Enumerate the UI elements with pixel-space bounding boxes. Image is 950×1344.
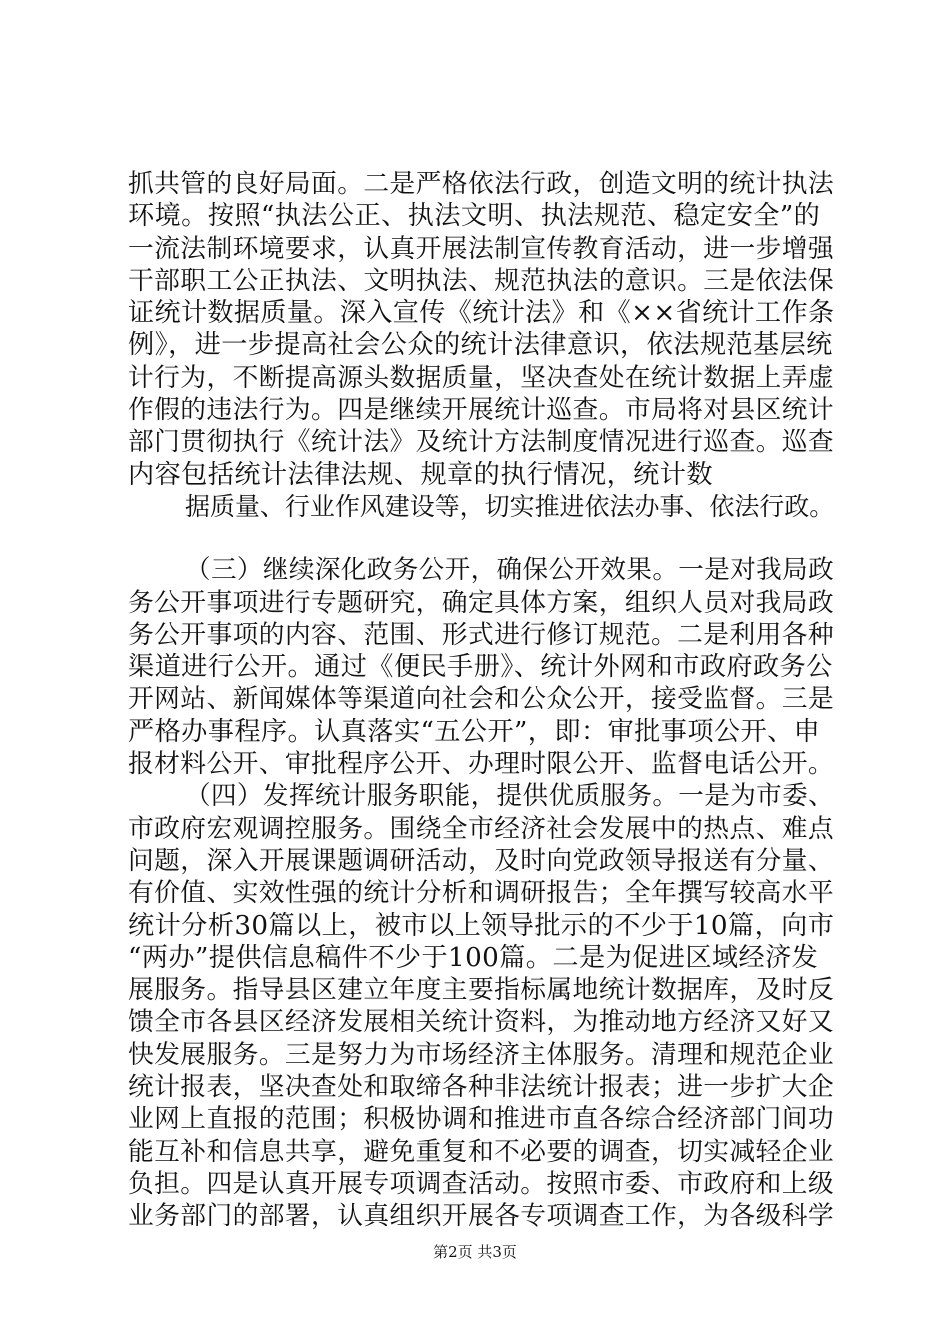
text-line: 问题，深入开展课题调研活动，及时向党政领导报送有分量、: [128, 845, 835, 876]
section-heading-line: （四）发挥统计服务职能，提供优质服务。一是为市委、: [185, 781, 835, 812]
body-text: [128, 168, 834, 1233]
text-line: 抓共管的良好局面。二是严格依法行政，创造文明的统计执法: [128, 169, 835, 199]
text-line: 部门贯彻执行《统计法》及统计方法制度情况进行巡查。巡查: [128, 427, 835, 458]
text-line: 报材料公开、审批程序公开、办理时限公开、监督电话公开。: [128, 749, 835, 780]
text-line: 展服务。指导县区建立年度主要指标属地统计数据库，及时反: [128, 975, 835, 1006]
text-line: 计行为，不断提高源头数据质量，坚决查处在统计数据上弄虚: [128, 362, 835, 393]
text-line: 业网上直报的范围；积极协调和推进市直各综合经济部门间功: [128, 1104, 835, 1135]
section-heading-line: （三）继续深化政务公开，确保公开效果。一是对我局政: [185, 555, 835, 586]
page-number-footer: 第2页 共3页: [433, 1243, 517, 1261]
text-line: 业务部门的部署，认真组织开展各专项调查工作，为各级科学: [128, 1201, 835, 1232]
text-line: 例》，进一步提高社会公众的统计法律意识，依法规范基层统: [128, 330, 833, 361]
text-line: 馈全市各县区经济发展相关统计资料，为推动地方经济又好又: [128, 1007, 835, 1038]
text-line: 据质量、行业作风建设等，切实推进依法办事、依法行政。: [185, 491, 835, 521]
text-line: 一流法制环境要求，认真开展法制宣传教育活动，进一步增强: [128, 233, 835, 264]
text-line: 负担。四是认真开展专项调查活动。按照市委、市政府和上级: [128, 1168, 835, 1199]
text-line: 统计分析30篇以上，被市以上领导批示的不少于10篇，向市: [128, 910, 835, 941]
text-line: 务公开事项的内容、范围、形式进行修订规范。二是利用各种: [128, 619, 835, 650]
text-line: 证统计数据质量。深入宣传《统计法》和《××省统计工作条: [128, 298, 835, 329]
text-line: 严格办事程序。认真落实“五公开”，即：审批事项公开、申: [128, 716, 821, 747]
text-line: 干部职工公正执法、文明执法、规范执法的意识。三是依法保: [128, 265, 835, 296]
text-line: 作假的违法行为。四是继续开展统计巡查。市局将对县区统计: [128, 395, 835, 426]
text-line: 环境。按照“执法公正、执法文明、执法规范、稳定安全”的: [128, 201, 821, 232]
text-line: 市政府宏观调控服务。围绕全市经济社会发展中的热点、难点: [128, 813, 835, 844]
text-line: 统计报表，坚决查处和取缔各种非法统计报表；进一步扩大企: [128, 1072, 835, 1103]
text-line: 务公开事项进行专题研究，确定具体方案，组织人员对我局政: [128, 587, 835, 618]
text-line: 渠道进行公开。通过《便民手册》、统计外网和市政府政务公: [128, 652, 833, 683]
text-line: 开网站、新闻媒体等渠道向社会和公众公开，接受监督。三是: [128, 684, 835, 715]
text-line: “两办”提供信息稿件不少于100篇。二是为促进区域经济发: [128, 942, 819, 973]
text-line: 快发展服务。三是努力为市场经济主体服务。清理和规范企业: [128, 1039, 835, 1070]
text-line: 能互补和信息共享，避免重复和不必要的调查，切实减轻企业: [128, 1136, 835, 1167]
text-line: 内容包括统计法律法规、规章的执行情况，统计数: [128, 459, 713, 490]
text-line: 有价值、实效性强的统计分析和调研报告；全年撰写较高水平: [128, 878, 835, 909]
